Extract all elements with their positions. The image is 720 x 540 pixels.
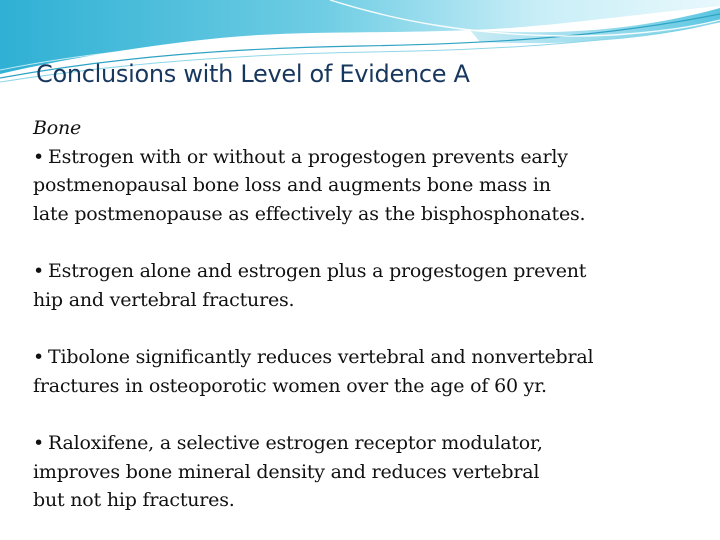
paragraph-line: Estrogen alone and estrogen plus a progestogen prevent (48, 260, 587, 282)
paragraph-line: fractures in osteoporotic women over the age of 60 yr. (33, 374, 547, 397)
bullet-marker: • (33, 432, 45, 454)
bullet-marker: • (33, 260, 45, 282)
paragraph-line: postmenopausal bone loss and augments bone mass in (33, 174, 551, 196)
paragraph-line: Raloxifene, a selective estrogen receptor modulator, (48, 432, 543, 454)
paragraph-line: Estrogen with or without a progestogen prevents early (48, 145, 568, 168)
bullet-paragraph (33, 429, 683, 515)
bullet-paragraph (33, 143, 683, 229)
section-heading: Bone (33, 117, 82, 139)
paragraph-line: Tibolone significantly reduces vertebral and nonvertebral (48, 346, 594, 368)
bullet-marker: • (33, 145, 45, 168)
paragraph-line: improves bone mineral density and reduces vertebral (33, 460, 540, 483)
slide-title: Conclusions with Level of Evidence A (36, 60, 470, 88)
slide-body (33, 114, 683, 515)
paragraph-line: late postmenopause as effectively as the bisphosphonates. (33, 202, 586, 225)
paragraph-line: hip and vertebral fractures. (33, 288, 295, 311)
bullet-paragraph (33, 343, 683, 400)
bullet-paragraph (33, 257, 683, 314)
paragraph-line: but not hip fractures. (33, 489, 235, 511)
bullet-marker: • (33, 346, 45, 368)
